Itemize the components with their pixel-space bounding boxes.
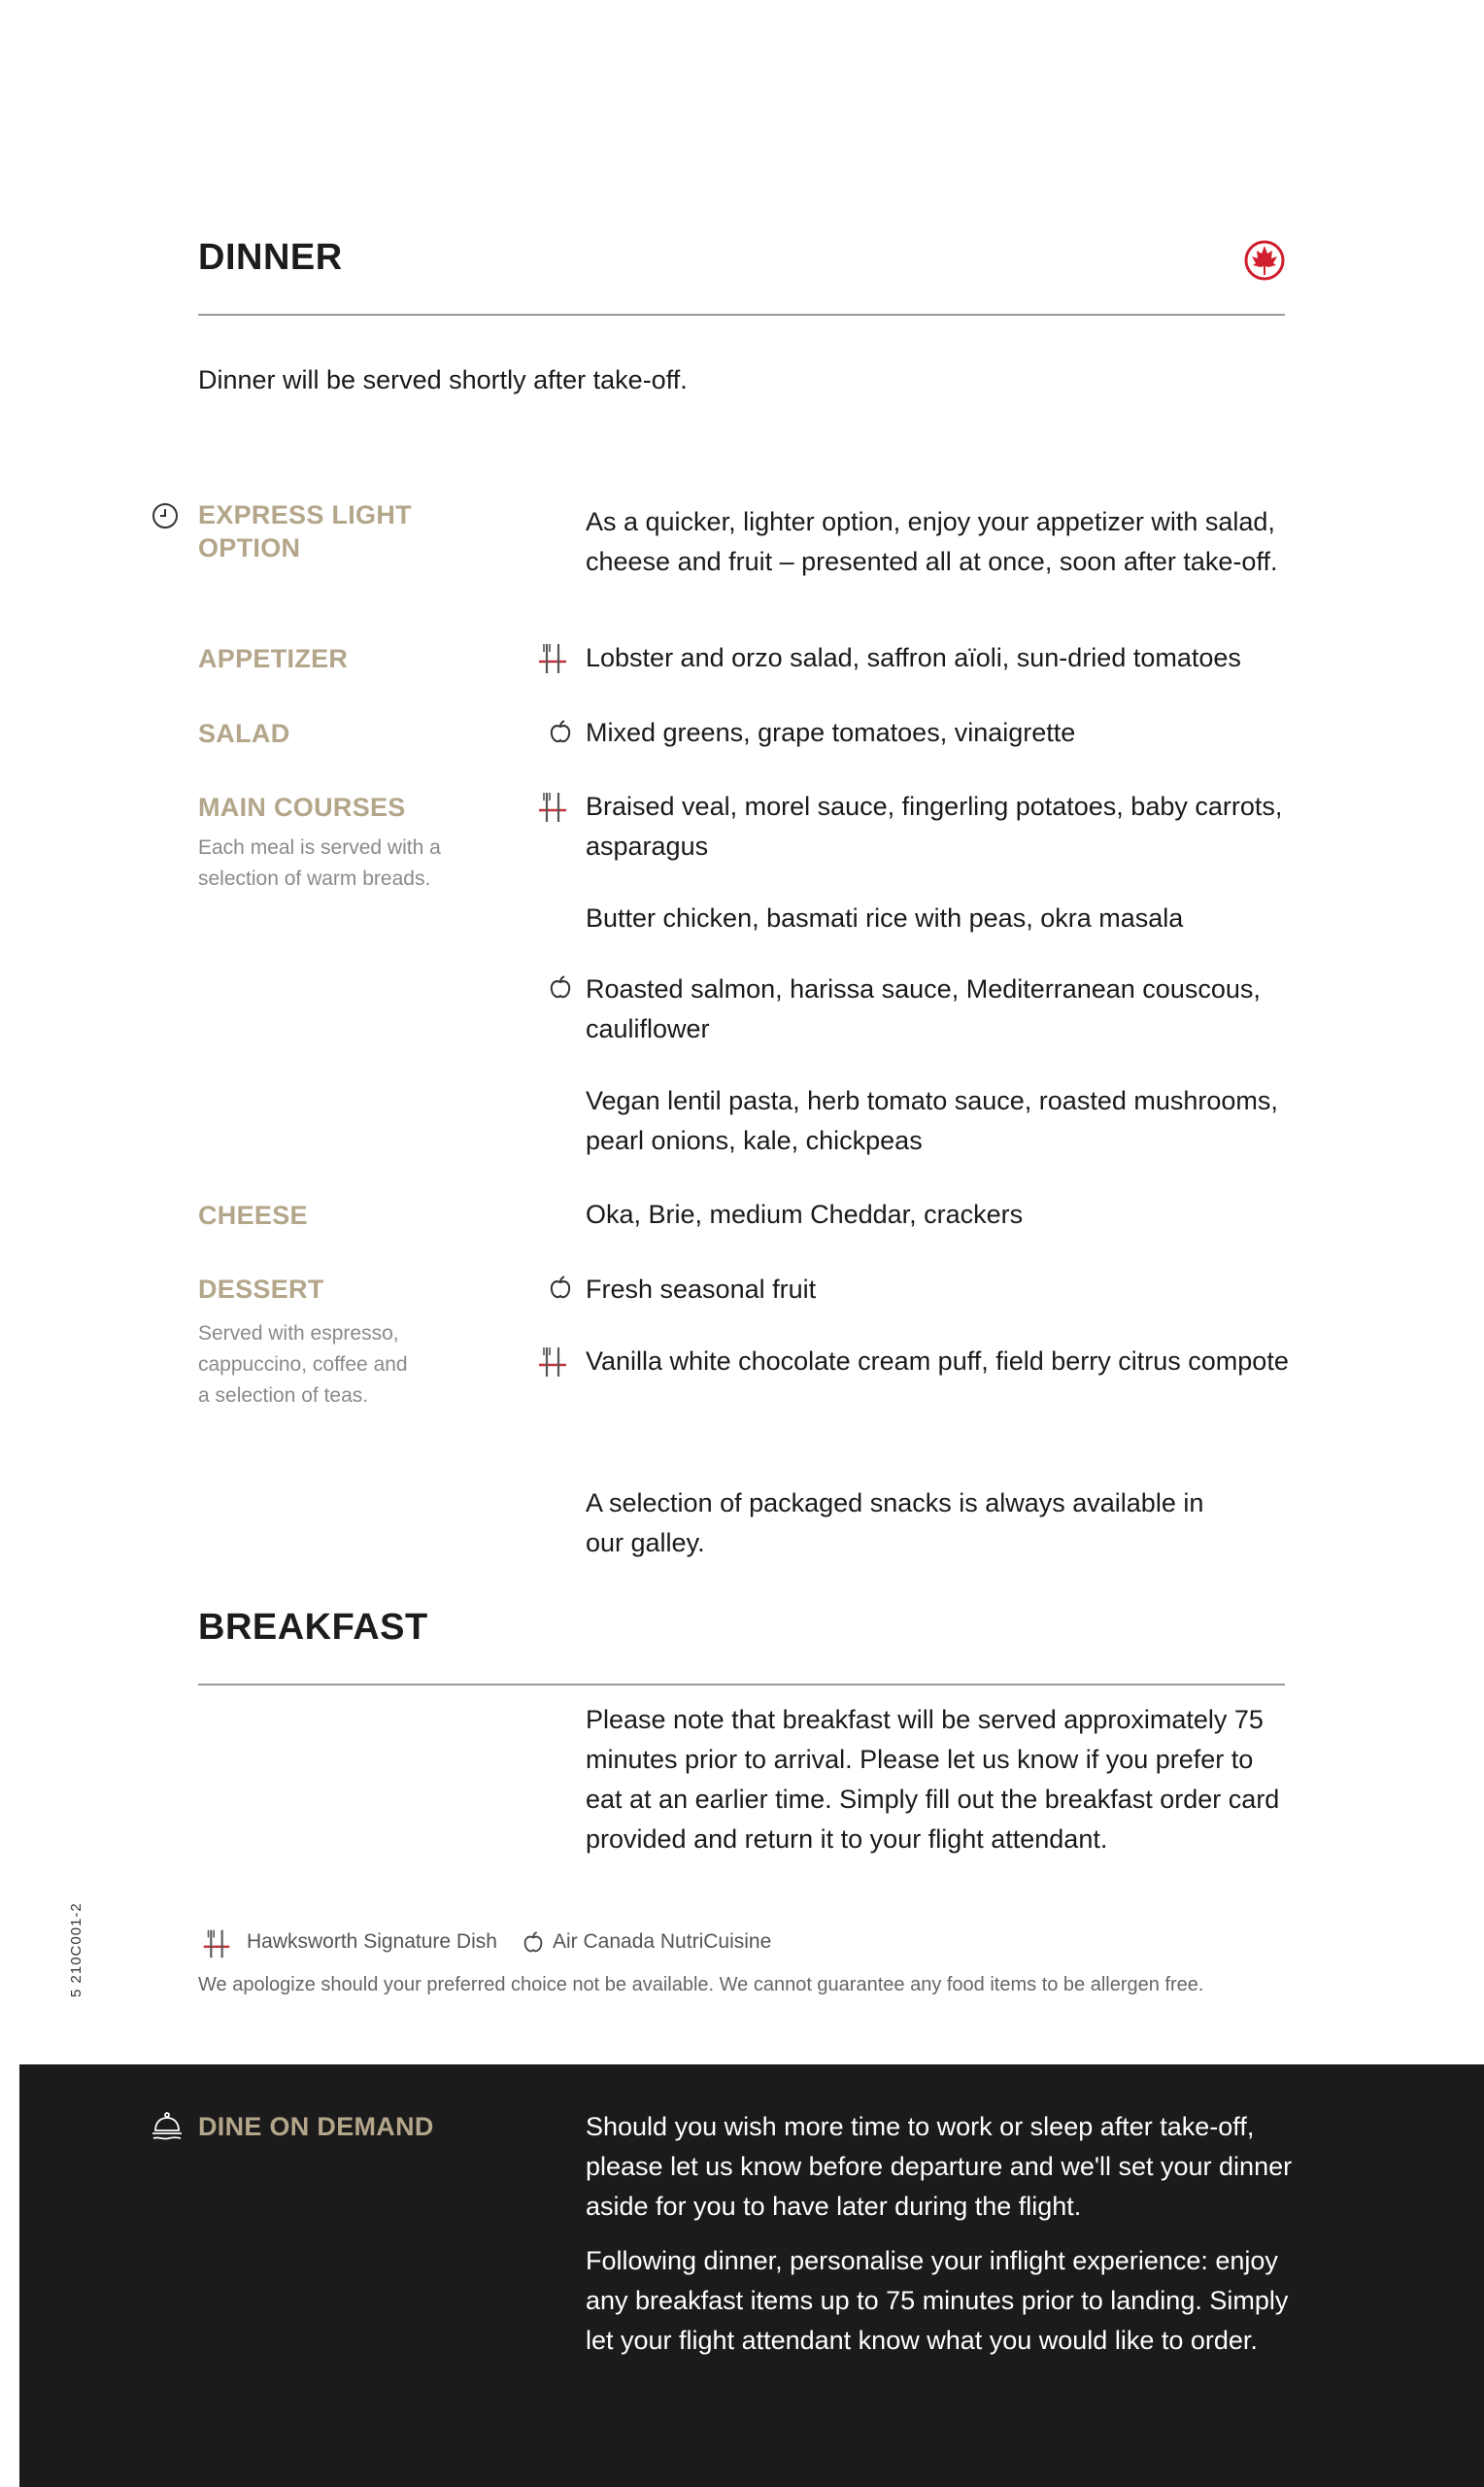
category-main-courses: MAIN COURSES: [198, 793, 406, 822]
breakfast-title: BREAKFAST: [198, 1607, 428, 1648]
category-dessert: DESSERT: [198, 1275, 324, 1304]
item-cheese: Oka, Brie, medium Cheddar, crackers: [586, 1200, 1024, 1229]
category-cheese: CHEESE: [198, 1201, 308, 1230]
nutricuisine-apple-icon: [549, 719, 572, 744]
item-dessert-2: Vanilla white chocolate cream puff, field berry citrus compote: [586, 1346, 1289, 1376]
express-light-label: EXPRESS LIGHT OPTION: [198, 500, 412, 562]
dinner-intro: Dinner will be served shortly after take-off.: [198, 365, 688, 394]
item-dessert-1: Fresh seasonal fruit: [586, 1275, 817, 1304]
snacks-note: A selection of packaged snacks is always available in our galley.: [586, 1488, 1204, 1557]
nutricuisine-apple-icon: [523, 1930, 544, 1954]
item-main-2: Butter chicken, basmati rice with peas, okra masala: [586, 903, 1184, 933]
breakfast-text: Please note that breakfast will be served approximately 75 minutes prior to arrival. Please let us know if you prefer to eat at an earlier time. Simply fill out the breakfast order card provided and return it to your flight attendant.: [586, 1705, 1280, 1854]
item-appetizer: Lobster and orzo salad, saffron aïoli, sun-dried tomatoes: [586, 643, 1241, 672]
breakfast-divider: [198, 1684, 1285, 1686]
dine-on-demand-text-1: Should you wish more time to work or sleep after take-off, please let us know before departure and we'll set your dinner aside for you to have later during the flight.: [586, 2112, 1293, 2221]
category-salad: SALAD: [198, 719, 290, 748]
nutricuisine-apple-icon: [549, 974, 572, 1000]
express-light-text: As a quicker, lighter option, enjoy your appetizer with salad, cheese and fruit – presented all at once, soon after take-off.: [586, 507, 1278, 576]
dine-on-demand-panel: [19, 2064, 1484, 2487]
document-code: 5 210C001-2: [68, 1902, 84, 1997]
air-canada-logo: [1243, 239, 1286, 282]
category-appetizer: APPETIZER: [198, 644, 349, 673]
clock-icon: [151, 501, 180, 530]
legend-signature-label: Hawksworth Signature Dish: [247, 1930, 497, 1953]
dinner-divider: [198, 314, 1285, 316]
hawksworth-signature-icon: [535, 789, 570, 824]
item-main-4: Vegan lentil pasta, herb tomato sauce, roasted mushrooms, pearl onions, kale, chickpeas: [586, 1086, 1278, 1155]
hawksworth-signature-icon: [200, 1926, 233, 1959]
nutricuisine-apple-icon: [549, 1275, 572, 1300]
item-main-1: Braised veal, morel sauce, fingerling potatoes, baby carrots, asparagus: [586, 792, 1283, 861]
main-courses-note: Each meal is served with a selection of warm breads.: [198, 836, 441, 890]
dine-on-demand-title: DINE ON DEMAND: [198, 2112, 434, 2141]
dessert-note: Served with espresso, cappuccino, coffee and a selection of teas.: [198, 1322, 408, 1407]
item-main-3: Roasted salmon, harissa sauce, Mediterranean couscous, cauliflower: [586, 974, 1261, 1043]
allergen-disclaimer: We apologize should your preferred choice not be available. We cannot guarantee any food items to be allergen free.: [198, 1974, 1204, 1995]
dinner-title: DINNER: [198, 237, 343, 278]
hawksworth-signature-icon: [535, 1344, 570, 1379]
legend-nutricuisine-label: Air Canada NutriCuisine: [553, 1930, 772, 1953]
dine-on-demand-text-2: Following dinner, personalise your inflight experience: enjoy any breakfast items up to 75 minutes prior to landing. Simply let your flight attendant know what you would like to order.: [586, 2246, 1289, 2355]
item-salad: Mixed greens, grape tomatoes, vinaigrette: [586, 718, 1076, 747]
cloche-icon: [150, 2109, 185, 2144]
hawksworth-signature-icon: [535, 640, 570, 675]
